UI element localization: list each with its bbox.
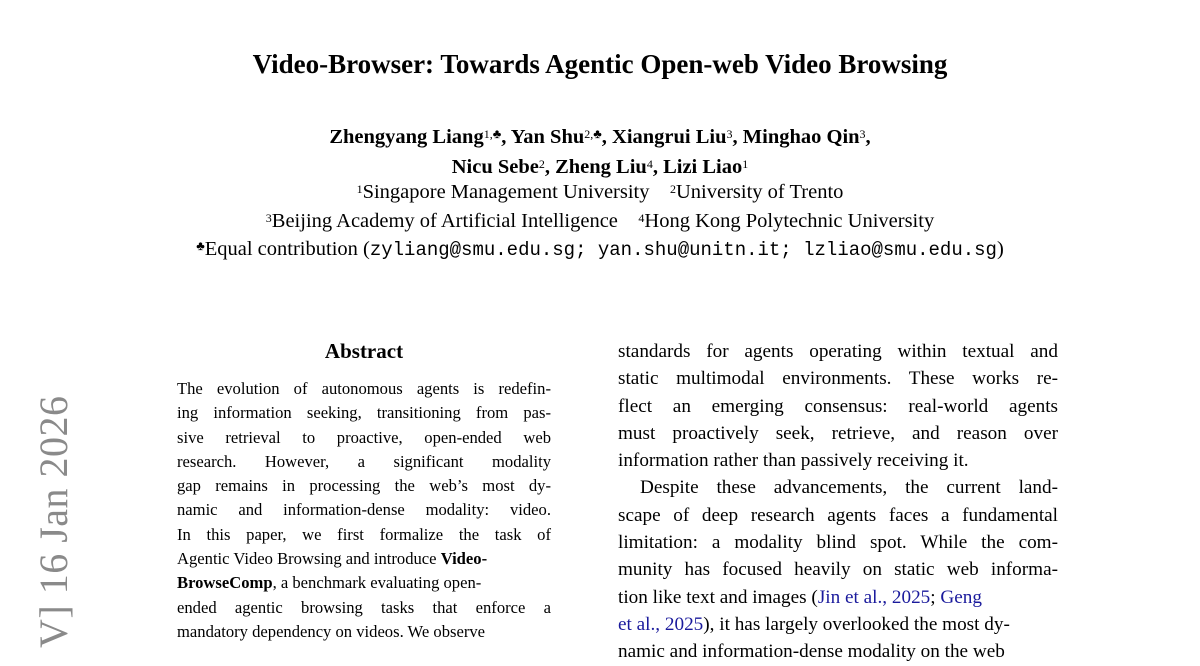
intro-line: et al., 2025), it has largely overlooked the most dy- xyxy=(618,613,1010,635)
author-affil-sup: 2,♣ xyxy=(584,126,602,141)
abstract-line: mandatory dependency on videos. We observe xyxy=(177,621,486,641)
benchmark-name: BrowseComp xyxy=(177,573,273,593)
affil-sup: 1 xyxy=(356,182,363,196)
citation-link[interactable]: et al., 2025 xyxy=(618,613,704,635)
author-affil-sup: 3 xyxy=(726,127,733,141)
affiliation-line-1 xyxy=(0,178,1200,207)
author-affil-sup: 1,♣ xyxy=(483,126,502,141)
author-affil-sup: 4 xyxy=(646,157,653,171)
author-name: Zheng Liu xyxy=(555,156,647,178)
author-name: Minghao Qin xyxy=(742,126,860,148)
affiliation-name: University of Trento xyxy=(676,181,844,203)
affil-sup: 2 xyxy=(670,182,676,196)
abstract-line: namic and information-dense modality: video. xyxy=(177,500,551,520)
intro-line: information rather than passively receiving it. xyxy=(618,450,969,472)
author-affil-sup: 1 xyxy=(742,157,749,171)
intro-line: flect an emerging consensus: real-world agents xyxy=(618,395,1058,417)
affiliation-line-2 xyxy=(0,207,1200,236)
equal-contribution-note xyxy=(0,235,1200,265)
abstract-line: BrowseComp, a benchmark evaluating open- xyxy=(177,573,482,593)
author-name: Yan Shu xyxy=(510,126,585,148)
author-name: Zhengyang Liang xyxy=(329,126,484,148)
intro-line: scape of deep research agents faces a fundamental xyxy=(618,504,1058,526)
arxiv-sidebar-stamp: V] 16 Jan 2026 xyxy=(31,395,76,648)
affiliation-name: Hong Kong Polytechnic University xyxy=(644,209,935,232)
intro-line: tion like text and images (Jin et al., 2025; Geng xyxy=(618,586,982,608)
citation-link[interactable]: Jin et al., 2025 xyxy=(817,586,931,608)
intro-line: must proactively seek, retrieve, and reason over xyxy=(618,422,1058,444)
abstract-line: The evolution of autonomous agents is redefin- xyxy=(177,379,551,398)
contribution-text: Equal contribution ( xyxy=(204,238,370,260)
contact-emails: zyliang@smu.edu.sg; yan.shu@unitn.it; lzliao@smu.edu.sg xyxy=(369,239,997,261)
author-list xyxy=(0,122,1200,182)
citation-link[interactable]: Geng xyxy=(940,586,982,608)
abstract-body xyxy=(177,377,551,644)
abstract-line: ing information seeking, transitioning from pas- xyxy=(177,403,551,423)
author-name: Xiangrui Liu xyxy=(612,126,727,148)
abstract-line: ended agentic browsing tasks that enforce a xyxy=(177,597,551,617)
benchmark-name: Video- xyxy=(440,549,488,569)
author-affil-sup: 3 xyxy=(859,127,866,141)
abstract-line: Agentic Video Browsing and introduce Video- xyxy=(177,549,488,569)
affiliations xyxy=(0,178,1200,265)
introduction-body xyxy=(618,338,1058,666)
affiliation-name: Beijing Academy of Artificial Intelligence xyxy=(271,209,618,232)
affil-sup: 4 xyxy=(638,210,645,225)
author-affil-sup: 2 xyxy=(538,157,545,171)
paper-title: Video-Browser: Towards Agentic Open-web Video Browsing xyxy=(252,49,948,79)
author-line-2: Nicu Sebe$^2$, Zheng Liu$^4$, Lizi Liao$^1$ xyxy=(451,156,749,178)
intro-line: static multimodal environments. These works re- xyxy=(618,368,1058,390)
intro-line: munity has focused heavily on static web informa- xyxy=(618,559,1058,581)
abstract-line: research. However, a significant modality xyxy=(177,451,551,471)
author-line-1: Zhengyang Liang$^{1,♣}$, Yan Shu$^{2,♣}$, Xiangrui Liu$^3$, Minghao Qin$^3$, xyxy=(329,126,871,148)
abstract-line: In this paper, we first formalize the task of xyxy=(177,524,551,544)
abstract-heading: Abstract xyxy=(324,339,404,363)
intro-line: namic and information-dense modality on the web xyxy=(618,641,1005,663)
contribution-close: ) xyxy=(996,238,1004,260)
intro-line: limitation: a modality blind spot. While the com- xyxy=(618,532,1058,554)
affiliation-name: Singapore Management University xyxy=(362,181,650,203)
affil-sup: 3 xyxy=(265,210,272,225)
author-name: Lizi Liao xyxy=(663,156,743,178)
intro-line: Despite these advancements, the current land- xyxy=(640,477,1058,499)
intro-line: standards for agents operating within textual and xyxy=(618,341,1058,362)
abstract-line: gap remains in processing the web’s most dy- xyxy=(177,476,551,496)
club-symbol: ♣ xyxy=(196,238,205,253)
author-name: Nicu Sebe xyxy=(451,156,539,178)
abstract-line: sive retrieval to proactive, open-ended web xyxy=(177,427,551,447)
